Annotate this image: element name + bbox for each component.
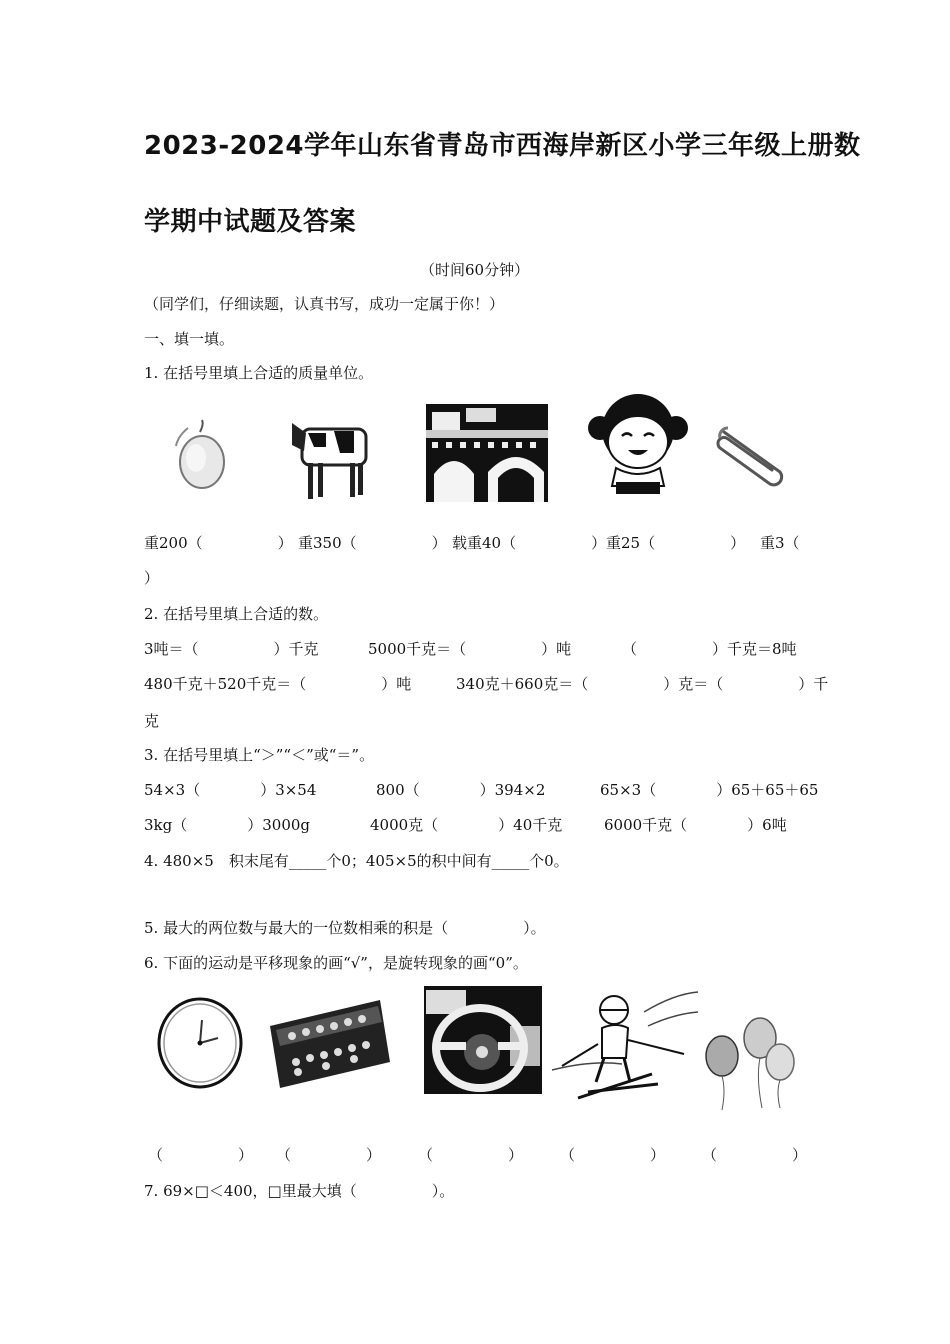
q3-item[interactable]: 3kg（ ）3000g [144,816,311,834]
q6-blank-balloons[interactable]: （ ） [702,1146,808,1164]
q2-item[interactable]: 340克＋660克＝（ ）克＝（ ）千 [456,675,829,693]
q6-blank-abacus[interactable]: （ ） [276,1146,382,1164]
apple-image [166,418,230,494]
q1-wrap: ） [144,569,160,587]
q2-item[interactable]: 480千克＋520千克＝（ ）吨 [144,675,412,693]
question-5[interactable]: 5. 最大的两位数与最大的一位数相乘的积是（ ）。 [144,919,546,937]
cow-image [288,415,372,503]
q6-blank-steering[interactable]: （ ） [418,1146,524,1164]
page-title-line2: 学期中试题及答案 [144,207,357,237]
question-2: 2. 在括号里填上合适的数。 [144,605,329,623]
q3-item[interactable]: 4000克（ ）40千克 [370,816,563,834]
q2-item[interactable]: （ ）千克＝8吨 [622,640,797,658]
q1-blank-paperclip[interactable]: 重3（ [760,534,800,552]
clock-image [156,996,244,1090]
bridge-image [426,404,548,502]
time-note: （时间60分钟） [420,261,530,279]
q3-item[interactable]: 54×3（ ）3×54 [144,781,317,799]
question-3: 3. 在括号里填上“＞”“＜”或“＝”。 [144,746,375,764]
encourage-note: （同学们，仔细读题，认真书写，成功一定属于你！） [144,295,505,313]
q2-item[interactable]: 5000千克＝（ ）吨 [368,640,572,658]
steering-wheel-image [424,986,542,1094]
q1-blank-bridge[interactable]: 载重40（ ） [452,534,607,552]
q6-blank-clock[interactable]: （ ） [148,1146,254,1164]
q1-blank-apple[interactable]: 重200（ ） [144,534,293,552]
abacus-image [268,996,392,1092]
question-4[interactable]: 4. 480×5 积末尾有_____个0；405×5的积中间有_____个0。 [144,852,569,870]
q2-wrap: 克 [144,712,160,730]
paperclip-image [714,418,792,488]
question-7[interactable]: 7. 69×□＜400，□里最大填（ ）。 [144,1182,455,1200]
question-1: 1. 在括号里填上合适的质量单位。 [144,364,374,382]
skier-image [548,988,700,1100]
q1-blank-girl[interactable]: 重25（ ） [606,534,746,552]
question-6: 6. 下面的运动是平移现象的画“√”，是旋转现象的画“0”。 [144,954,528,972]
section-heading: 一、填一填。 [144,330,235,348]
q1-blank-cow[interactable]: 重350（ ） [298,534,447,552]
q3-item[interactable]: 6000千克（ ）6吨 [604,816,787,834]
q3-item[interactable]: 800（ ）394×2 [376,781,546,799]
balloons-image [702,1014,798,1112]
page-title-line1: 2023-2024学年山东省青岛市西海岸新区小学三年级上册数 [144,131,861,161]
q3-item[interactable]: 65×3（ ）65＋65＋65 [600,781,819,799]
q2-item[interactable]: 3吨＝（ ）千克 [144,640,319,658]
q6-blank-skier[interactable]: （ ） [560,1146,666,1164]
girl-image [586,390,690,498]
